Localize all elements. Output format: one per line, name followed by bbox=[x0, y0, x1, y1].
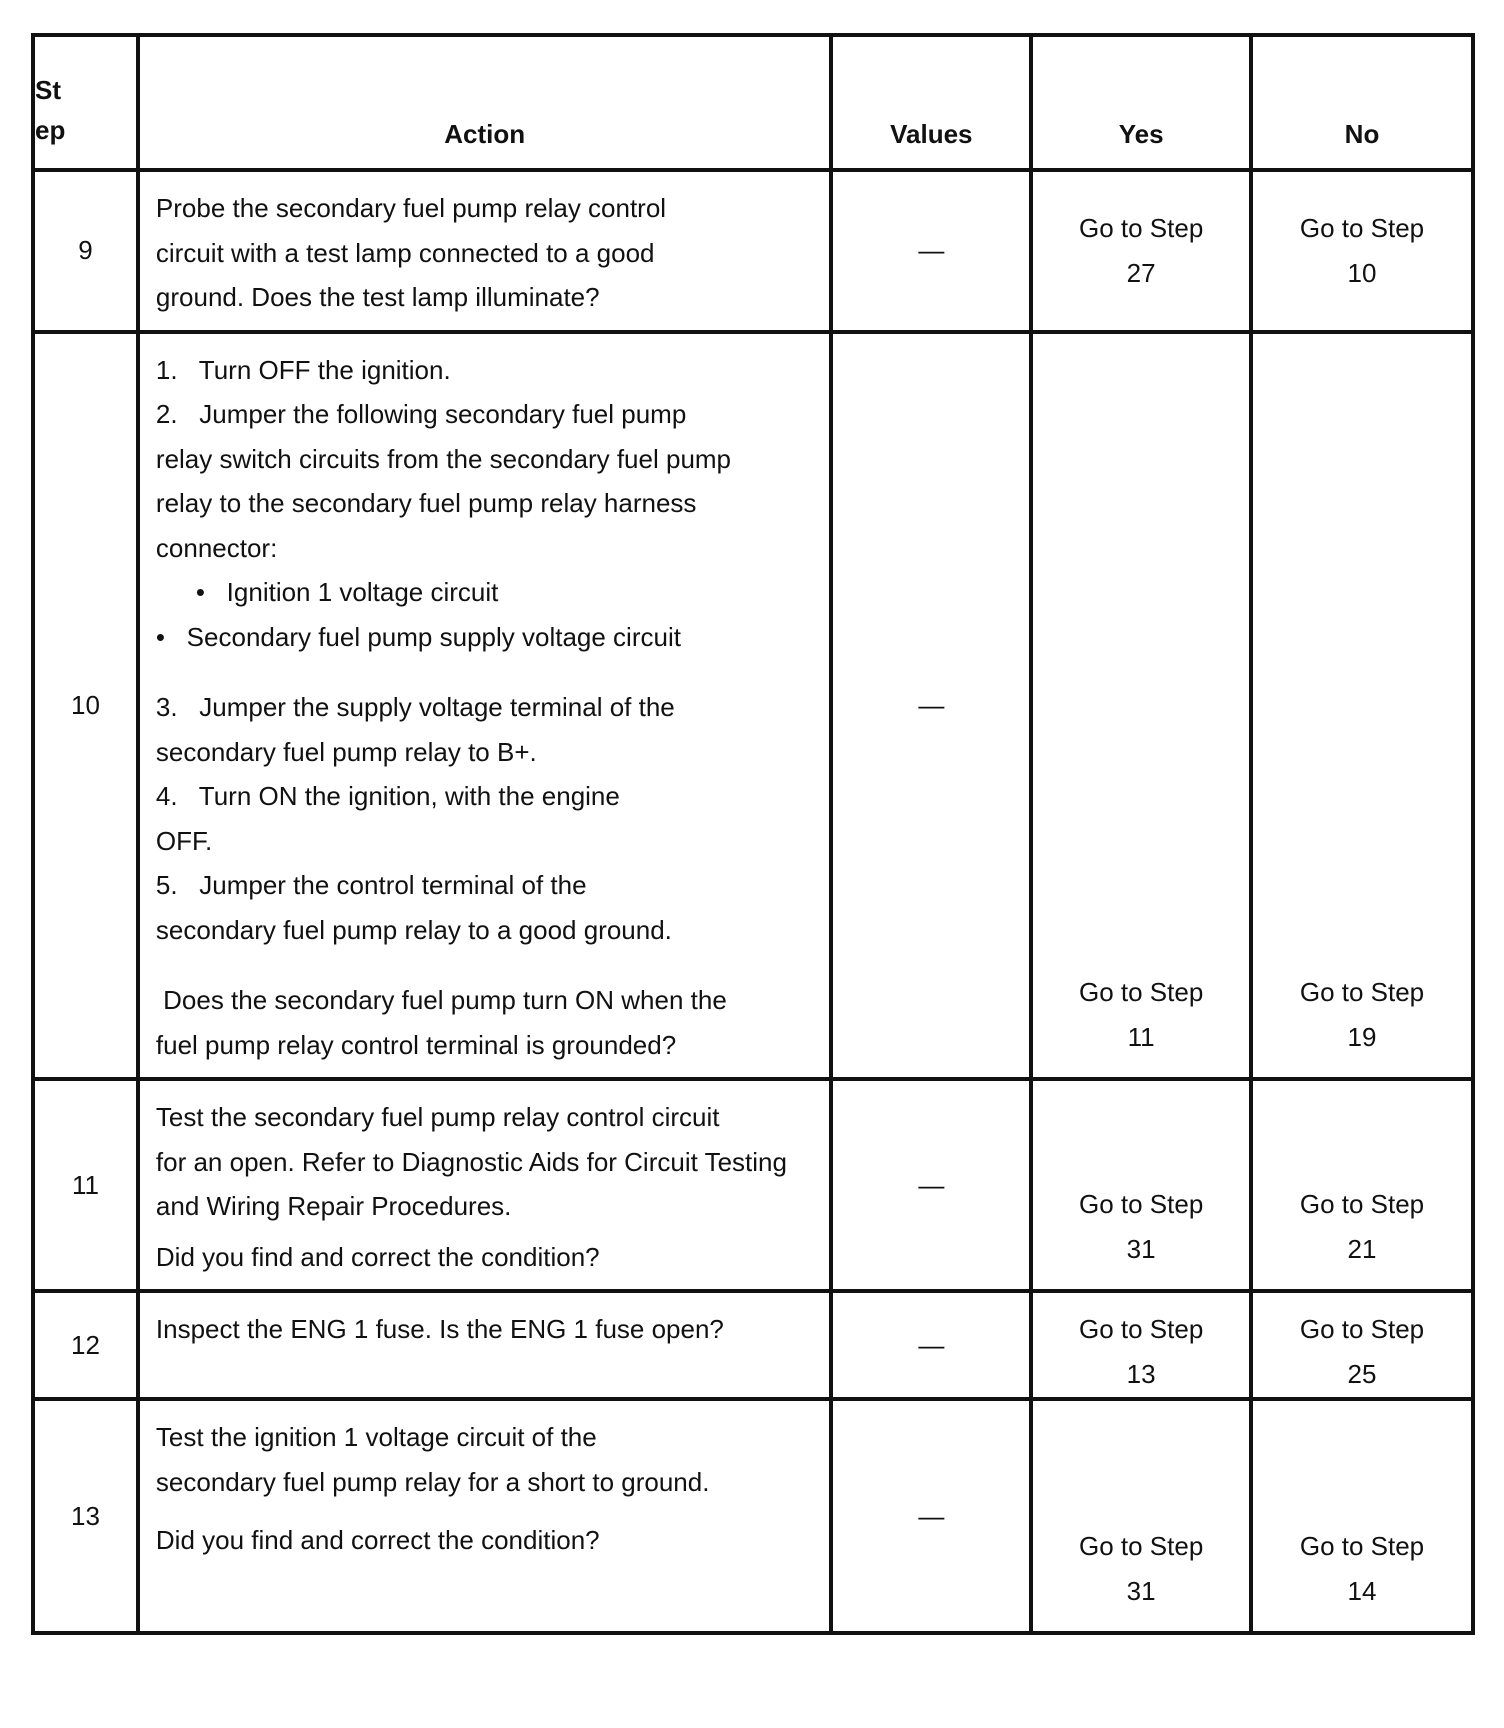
table-row bbox=[33, 332, 1473, 1080]
table-row bbox=[33, 1079, 1473, 1291]
values-cell: — bbox=[831, 1079, 1031, 1291]
action-line: secondary fuel pump relay for a short to ground. bbox=[155, 1466, 710, 1497]
yes-cell bbox=[1031, 1079, 1251, 1291]
action-line: circuit with a test lamp connected to a good bbox=[155, 237, 655, 268]
action-line: and Wiring Repair Procedures. bbox=[155, 1191, 512, 1221]
yes-step-number: 31 bbox=[1126, 1233, 1156, 1264]
no-cell bbox=[1251, 170, 1473, 332]
header-step: St ep bbox=[33, 35, 138, 170]
step-number: 12 bbox=[33, 1291, 138, 1399]
no-step-number: 14 bbox=[1347, 1575, 1377, 1606]
yes-link-text: Go to Step bbox=[1078, 213, 1204, 244]
no-link-text: Go to Step bbox=[1299, 977, 1425, 1007]
action-cell bbox=[138, 1291, 831, 1399]
action-line: 2. Jumper the following secondary fuel pump bbox=[155, 399, 687, 429]
no-cell bbox=[1251, 1399, 1473, 1633]
action-line: secondary fuel pump relay to B+. bbox=[155, 736, 537, 767]
action-question: fuel pump relay control terminal is grounded? bbox=[155, 1029, 677, 1060]
yes-link-text: Go to Step bbox=[1078, 977, 1204, 1007]
header-row bbox=[33, 35, 1473, 170]
step-number: 11 bbox=[33, 1079, 138, 1291]
action-line: OFF. bbox=[155, 825, 213, 856]
diagnostic-table bbox=[31, 33, 1475, 1635]
bullet-item: • Secondary fuel pump supply voltage circuit bbox=[155, 621, 681, 652]
no-link-text: Go to Step bbox=[1299, 213, 1425, 244]
action-line: ground. Does the test lamp illuminate? bbox=[155, 282, 600, 312]
action-line: Test the secondary fuel pump relay control circuit bbox=[155, 1102, 720, 1132]
header-action: Action bbox=[138, 35, 831, 170]
no-step-number: 19 bbox=[1347, 1021, 1377, 1052]
no-step-number: 10 bbox=[1347, 257, 1377, 288]
yes-link-text: Go to Step bbox=[1078, 1531, 1204, 1561]
action-cell bbox=[138, 332, 831, 1080]
action-line: 1. Turn OFF the ignition. bbox=[155, 354, 451, 385]
table-row bbox=[33, 1399, 1473, 1633]
yes-step-number: 27 bbox=[1126, 257, 1156, 288]
action-question: Did you find and correct the condition? bbox=[155, 1241, 600, 1272]
header-yes: Yes bbox=[1031, 35, 1251, 170]
step-number: 9 bbox=[33, 170, 138, 332]
action-line: connector: bbox=[155, 532, 278, 563]
table-row bbox=[33, 170, 1473, 332]
values-cell: — bbox=[831, 1399, 1031, 1633]
yes-step-number: 13 bbox=[1126, 1358, 1156, 1389]
yes-link-text: Go to Step bbox=[1078, 1189, 1204, 1219]
yes-cell bbox=[1031, 170, 1251, 332]
action-line: 3. Jumper the supply voltage terminal of the bbox=[155, 692, 675, 722]
values-cell: — bbox=[831, 170, 1031, 332]
action-line: 5. Jumper the control terminal of the bbox=[155, 870, 587, 900]
action-line: secondary fuel pump relay to a good ground. bbox=[155, 914, 672, 945]
values-cell: — bbox=[831, 332, 1031, 1080]
action-line: for an open. Refer to Diagnostic Aids for Circuit Testing bbox=[155, 1146, 787, 1177]
step-number: 13 bbox=[33, 1399, 138, 1633]
action-line: Test the ignition 1 voltage circuit of the bbox=[155, 1422, 597, 1452]
no-step-number: 25 bbox=[1347, 1358, 1377, 1389]
no-cell bbox=[1251, 1079, 1473, 1291]
yes-cell bbox=[1031, 1291, 1251, 1399]
yes-step-number: 11 bbox=[1127, 1021, 1155, 1052]
yes-link-text: Go to Step bbox=[1078, 1314, 1204, 1344]
action-cell bbox=[138, 1399, 831, 1633]
no-cell bbox=[1251, 332, 1473, 1080]
action-cell bbox=[138, 1079, 831, 1291]
no-link-text: Go to Step bbox=[1299, 1314, 1425, 1344]
header-no: No bbox=[1251, 35, 1473, 170]
action-line: Inspect the ENG 1 fuse. Is the ENG 1 fuse open? bbox=[155, 1314, 724, 1344]
values-cell: — bbox=[831, 1291, 1031, 1399]
no-cell bbox=[1251, 1291, 1473, 1399]
step-number: 10 bbox=[33, 332, 138, 1080]
action-line: 4. Turn ON the ignition, with the engine bbox=[155, 781, 620, 811]
yes-step-number: 31 bbox=[1126, 1575, 1156, 1606]
no-link-text: Go to Step bbox=[1299, 1189, 1425, 1219]
action-line: relay to the secondary fuel pump relay harness bbox=[155, 488, 697, 518]
yes-cell bbox=[1031, 332, 1251, 1080]
header-values: Values bbox=[831, 35, 1031, 170]
no-link-text: Go to Step bbox=[1299, 1531, 1425, 1561]
table-row bbox=[33, 1291, 1473, 1399]
yes-cell bbox=[1031, 1399, 1251, 1633]
action-cell bbox=[138, 170, 831, 332]
no-step-number: 21 bbox=[1347, 1233, 1377, 1264]
action-line: Probe the secondary fuel pump relay control bbox=[155, 193, 667, 223]
action-question: Does the secondary fuel pump turn ON when the bbox=[155, 985, 727, 1015]
action-line: relay switch circuits from the secondary fuel pump bbox=[155, 443, 732, 474]
bullet-item: • Ignition 1 voltage circuit bbox=[195, 577, 499, 607]
action-question: Did you find and correct the condition? bbox=[155, 1525, 600, 1555]
